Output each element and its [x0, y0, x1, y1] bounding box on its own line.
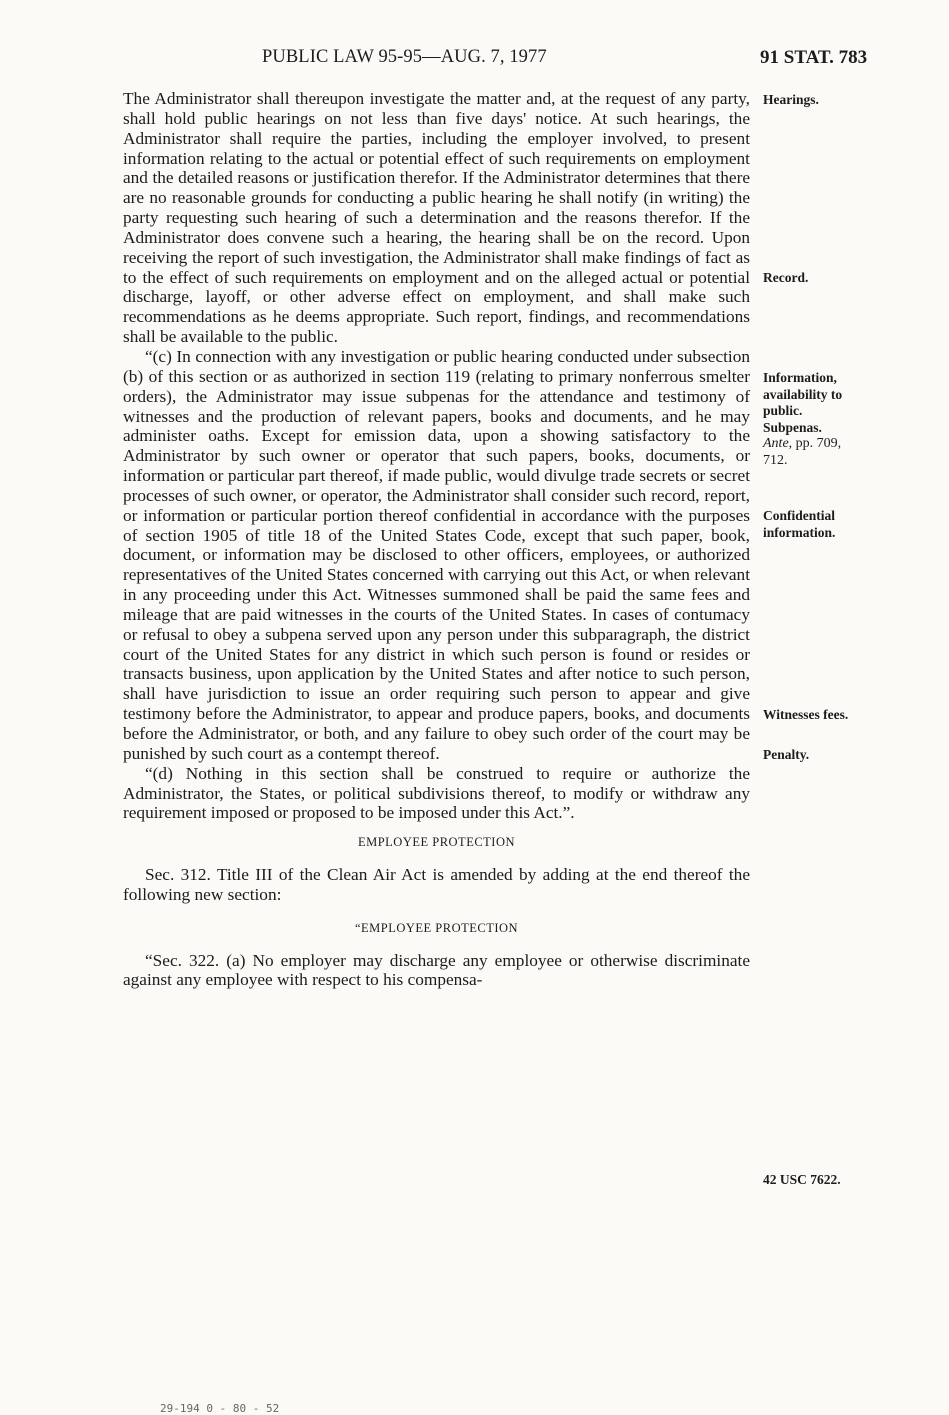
margin-note-information-line3: public.	[763, 403, 803, 418]
margin-note-ante-last: 712.	[763, 452, 788, 468]
margin-note-confidential-line2: information.	[763, 524, 836, 540]
margin-note-usc-citation: 42 USC 7622.	[763, 1172, 841, 1187]
margin-note-ante-pages: , pp. 709,	[788, 436, 842, 451]
margin-note-witnesses-fees: Witnesses fees.	[763, 707, 849, 722]
running-head-title: PUBLIC LAW 95-95—AUG. 7, 1977	[262, 47, 547, 67]
margin-note-ante	[763, 436, 878, 453]
printing-code: 29-194 0 - 80 - 52	[160, 1402, 280, 1415]
margin-note-penalty: Penalty.	[763, 747, 810, 762]
paragraph-sec-312: Sec. 312. Title III of the Clean Air Act is amended by adding at the end thereof the following new section:	[123, 865, 750, 904]
section-heading-quoted-employee-protection: “EMPLOYEE PROTECTION	[354, 920, 519, 935]
margin-note-hearings: Hearings.	[763, 92, 819, 107]
margin-note-subpenas: Subpenas.	[763, 419, 822, 435]
margin-note-confidential	[763, 508, 878, 541]
main-text	[123, 89, 750, 990]
margin-note-information	[763, 370, 878, 469]
section-heading-employee-protection: EMPLOYEE PROTECTION	[357, 835, 516, 850]
paragraph-hearings: The Administrator shall thereupon investigate the matter and, at the request of any party, shall hold public hearings on not less than five days' notice. At such hearings, the Administrator shall require the parties, including the employer involved, to present information relating to the actual or potential effect of such requirements on employment and the detailed reasons or justification therefor. If the Administrator determines that there are no reasonable grounds for conducting a public hearing he shall notify (in writing) the party requesting such hearing of such a determination and the reasons therefor. If the Administrator does convene such a hearing, the hearing shall be on the record. Upon receiving the report of such investigation, the Administrator shall make findings of fact as to the effect of such requirements on employment and on the alleged actual or potential discharge, layoff, or other adverse effect on employment, and shall make such recommendations as he deems appropriate. Such report, findings, and recommendations shall be available to the public.	[123, 89, 750, 347]
margin-note-information-line1: Information,	[763, 370, 837, 385]
margin-note-ante-label: Ante	[763, 436, 789, 451]
margin-note-confidential-line1: Confidential	[763, 508, 836, 523]
paragraph-subsection-d: “(d) Nothing in this section shall be construed to require or authorize the Administrator, the States, or political subdivisions thereof, to modify or withdraw any requirement imposed or proposed to be imposed under this Act.”.	[123, 763, 750, 823]
page-number: 91 STAT. 783	[760, 47, 868, 68]
margin-note-information-line2: availability to	[763, 386, 843, 402]
margin-note-record: Record.	[763, 270, 809, 285]
paragraph-sec-322: “Sec. 322. (a) No employer may discharge any employee or otherwise discriminate against any employee with respect to his compensa-	[123, 950, 750, 990]
paragraph-subsection-c: “(c) In connection with any investigation or public hearing conducted under subsection (b) of this section or as authorized in section 119 (relating to primary nonferrous smelter orders), the Administrator may issue subpenas for the attendance and testimony of witnesses and the production of relevant papers, books and documents, and he may administer oaths. Except for emission data, upon a showing satisfactory to the Administrator by such owner or operator that such papers, books, documents, or information or particular part thereof, if made public, would divulge trade secrets or secret processes of such owner, or operator, the Administrator shall consider such record, report, or information or particular portion thereof confidential in accordance with the purposes of section 1905 of title 18 of the United States Code, except that such paper, book, document, or information may be disclosed to other officers, employees, or authorized representatives of the United States concerned with carrying out this Act, or when relevant in any proceeding under this Act. Witnesses summoned shall be paid the same fees and mileage that are paid witnesses in the courts of the United States. In cases of contumacy or refusal to obey a subpena served upon any person under this subparagraph, the district court of the United States for any district in which such person is found or resides or transacts business, upon application by the United States and after notice to such person, shall have jurisdiction to issue an order requiring such person to appear and give testimony before the Administrator, to appear and produce papers, books, and documents before the Administrator, or both, and any failure to obey such order of the court may be punished by such court as a contempt thereof.	[123, 346, 750, 763]
